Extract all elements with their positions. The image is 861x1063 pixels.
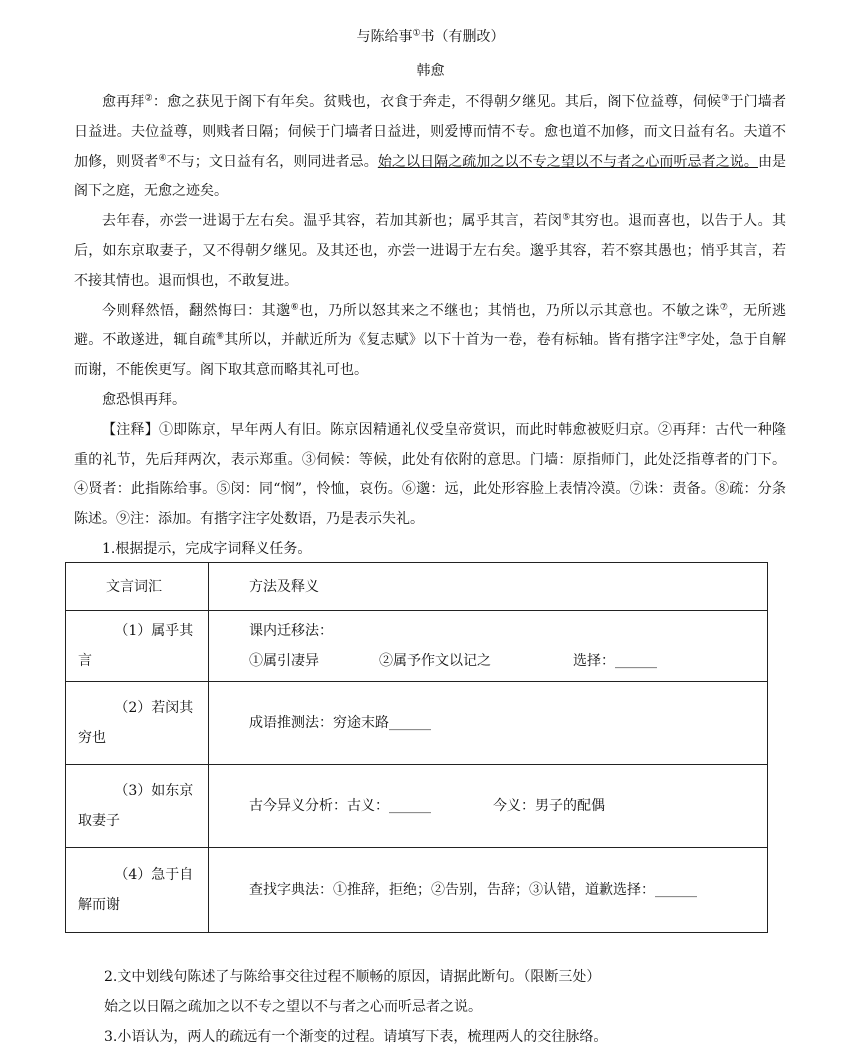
essay-author: 韩愈 bbox=[416, 63, 445, 79]
note-marker: ① bbox=[412, 28, 421, 39]
question-2: 2.文中划线句陈述了与陈给事交往过程不顺畅的原因，请据此断句。（限断三处） bbox=[104, 969, 601, 985]
question-1: 1.根据提示，完成字词释义任务。 bbox=[102, 540, 312, 557]
table-row: （2）若闵其穷也 成语推测法：穷途末路______ bbox=[66, 682, 768, 765]
table-row: （1）属乎其言 课内迁移法： ①属引凄异 ②属予作文以记之 选择：______ bbox=[66, 611, 768, 682]
table-row: （4）急于自解而谢 查找字典法：①推辞，拒绝；②告别，告辞；③认错，道歉选择：______ bbox=[66, 848, 768, 933]
question-2-sentence: 始之以日隔之疏加之以不专之望以不与者之心而听忌者之说。 bbox=[104, 999, 482, 1015]
underlined-sentence: 始之以日隔之疏加之以不专之望以不与者之心而听忌者之说。 bbox=[377, 153, 758, 170]
answer-blank[interactable]: 古今异义分析：古义：______ bbox=[249, 798, 431, 814]
answer-blank[interactable]: 查找字典法：①推辞，拒绝；②告别，告辞；③认错，道歉选择：______ bbox=[249, 882, 697, 898]
paragraph-4: 愈恐惧再拜。 bbox=[102, 391, 186, 408]
essay-title: 与陈给事①书（有删改） bbox=[356, 28, 505, 45]
paragraph-3: 今则释然悟，翻然悔曰：其邈⑥也，乃所以怒其来之不继也；其悄也，乃所以示其意也。不敏之诛⑦，无所逃避。不敢遂进，辄自疏⑧其所以，并献近所为《复志赋》以下十首为一卷，卷有标轴。皆有揩字注⑨字处，急于自解而谢，不能俟更写。阁下取其意而略其礼可也。 bbox=[74, 301, 787, 379]
table-header-row: 文言词汇 方法及释义 bbox=[66, 563, 768, 611]
paragraph-2: 去年春，亦尝一进谒于左右矣。温乎其容，若加其新也；属乎其言，若闵⑤其穷也。退而喜也，以告于人。其后，如东京取妻子，又不得朝夕继见。及其还也，亦尝一进谒于左右矣。邈乎其容，若不察其愚也；悄乎其言，若不接其情也。退而惧也，不敢复进。 bbox=[74, 212, 786, 289]
notes: 【注释】①即陈京，早年两人有旧。陈京因精通礼仪受皇帝赏识，而此时韩愈被贬归京。②再拜：古代一种隆重的礼节，先后拜两次，表示郑重。③伺候：等候，此处有依附的意思。门墙：原指师门，此处泛指尊者的门下。④贤者：此指陈给事。⑤闵：同“悯”，怜恤，哀伤。⑥邈：远，此处形容脸上表情冷漠。⑦诛：责备。⑧疏：分条陈述。⑨注：添加。有揩字注字处数语，乃是表示失礼。 bbox=[74, 421, 787, 528]
essay-body bbox=[74, 88, 786, 565]
answer-blank[interactable]: 成语推测法：穷途末路______ bbox=[249, 715, 431, 731]
answer-blank[interactable]: 选择：______ bbox=[573, 653, 657, 669]
paragraph-1: 愈再拜②：愈之获见于阁下有年矣。贫贱也，衣食于奔走，不得朝夕继见。其后，阁下位益尊，伺候③于门墙者日益进。夫位益尊，则贱者日隔；伺候于门墙者日益进，则爱博而情不专。愈也道不加修，而文日益有名。夫道不加修，则贤者④不与；文日益有名，则同进者忌。始之以日隔之疏加之以不专之望以不与者之心而听忌者之说。由是阁下之庭，无愈之迹矣。 bbox=[74, 93, 787, 200]
table-row: （3）如东京取妻子 古今异义分析：古义：______ 今义：男子的配偶 bbox=[66, 765, 768, 848]
question-3: 3.小语认为，两人的疏远有一个渐变的过程。请填写下表，梳理两人的交往脉络。 bbox=[104, 1029, 608, 1045]
vocab-table bbox=[65, 562, 768, 933]
questions bbox=[104, 962, 804, 1052]
